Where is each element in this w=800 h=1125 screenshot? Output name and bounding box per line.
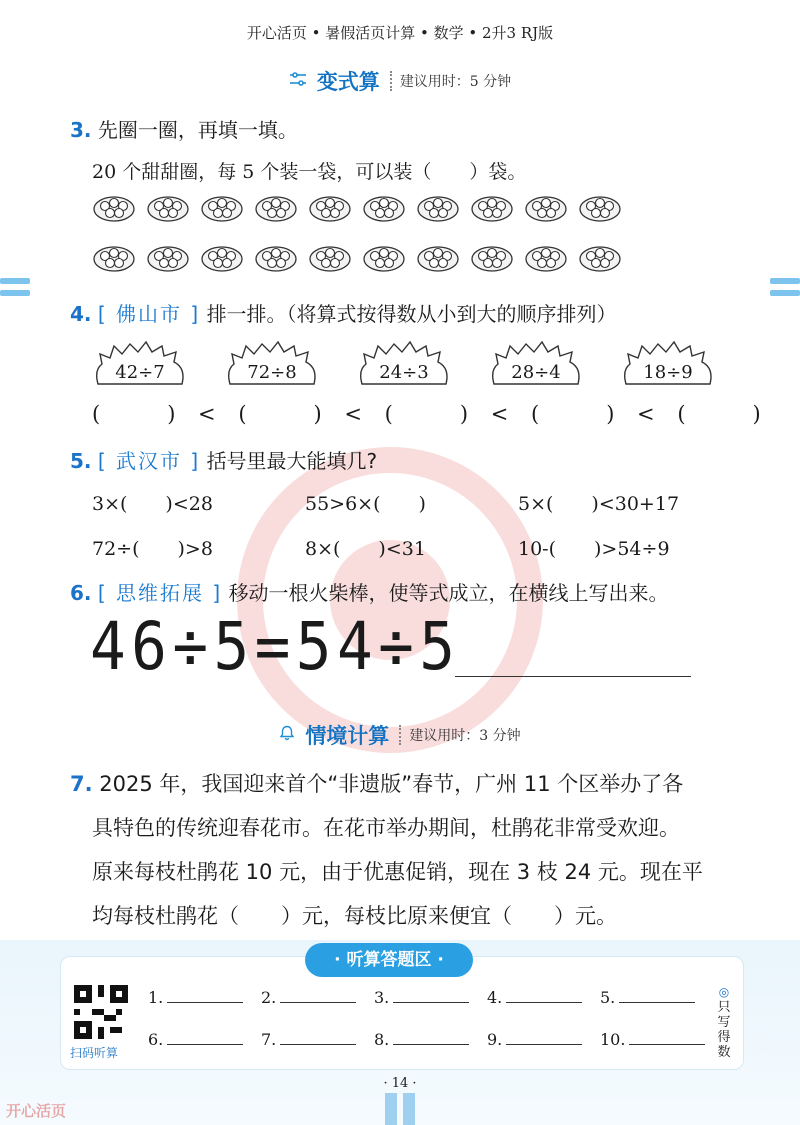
answer-label: 3. (374, 988, 390, 1007)
donut-icon (524, 194, 568, 224)
donut-icon (416, 194, 460, 224)
answer-slot[interactable] (487, 1030, 582, 1049)
donut-row (92, 244, 622, 274)
question-number: 4. (70, 302, 92, 326)
bell-icon (279, 725, 295, 745)
expression-card (92, 340, 188, 390)
question-number: 6. (70, 581, 92, 605)
answer-line[interactable] (629, 1030, 705, 1045)
question-4 (70, 298, 617, 327)
answer-label: 7. (261, 1030, 277, 1049)
donut-icon (254, 244, 298, 274)
answer-line[interactable] (506, 1030, 582, 1045)
region-tag: [ 武汉市 ] (97, 449, 201, 473)
question-5 (70, 445, 377, 474)
fill-item: 8×( )<31 (305, 538, 426, 560)
answer-slot[interactable] (374, 988, 469, 1007)
question-title: 括号里最大能填几? (206, 449, 378, 473)
expression-label: 24÷3 (379, 362, 429, 383)
side-note-text: 只写得数 (717, 1000, 731, 1060)
expression-card (224, 340, 320, 390)
bottom-bar (385, 1093, 397, 1125)
q7-line: 原来每枝杜鹃花 10 元，由于优惠促销，现在 3 枝 24 元。现在平 (92, 860, 703, 884)
answer-line[interactable] (280, 1030, 356, 1045)
region-tag: [ 佛山市 ] (97, 302, 201, 326)
answer-slot[interactable] (487, 988, 582, 1007)
fill-item: 72÷( )>8 (92, 538, 213, 560)
answer-slot[interactable] (148, 988, 243, 1007)
sliders-icon (289, 71, 307, 91)
left-side-mark (0, 278, 30, 284)
order-answer-row: ( ) < ( ) < ( ) < ( ) < ( ) (92, 402, 762, 426)
answer-line[interactable] (506, 988, 582, 1003)
donut-icon (362, 194, 406, 224)
question-number: 3. (70, 118, 92, 142)
expression-label: 18÷9 (643, 362, 693, 383)
question-3-text: 20 个甜甜圈，每 5 个装一袋，可以装（ ）袋。 (92, 161, 527, 183)
answer-line[interactable] (619, 988, 695, 1003)
answer-slot[interactable] (261, 1030, 356, 1049)
fill-item: 10-( )>54÷9 (518, 538, 670, 560)
donut-icon (362, 244, 406, 274)
question-3 (70, 114, 298, 143)
listen-banner: · 听算答题区 · (305, 943, 473, 977)
answer-line[interactable] (280, 988, 356, 1003)
question-7 (70, 762, 770, 938)
expression-bushes (92, 340, 732, 392)
answer-slot[interactable] (148, 1030, 243, 1049)
donut-icon (578, 244, 622, 274)
section-header-context (0, 720, 800, 750)
answer-line[interactable] (167, 1030, 243, 1045)
answer-label: 4. (487, 988, 503, 1007)
donut-icon (92, 194, 136, 224)
side-note (716, 985, 732, 1060)
answer-label: 1. (148, 988, 164, 1007)
answer-line[interactable] (167, 988, 243, 1003)
donut-icon (254, 194, 298, 224)
expression-label: 42÷7 (115, 362, 165, 383)
left-side-mark (0, 290, 30, 296)
answer-label: 10. (600, 1030, 626, 1049)
donut-icon (308, 194, 352, 224)
qr-code[interactable] (74, 985, 128, 1039)
page-header-title: 开心活页 • 暑假活页计算 • 数学 • 2升3 RJ版 (246, 24, 554, 42)
answer-label: 9. (487, 1030, 503, 1049)
page-number: · 14 · (383, 1076, 417, 1091)
question-number: 5. (70, 449, 92, 473)
answer-slot[interactable] (261, 988, 356, 1007)
question-title: 排一排。（将算式按得数从小到大的顺序排列） (206, 302, 617, 326)
fill-item: 55>6×( ) (305, 493, 426, 515)
answer-line[interactable] (393, 1030, 469, 1045)
qr-caption: 扫码听算 (70, 1046, 119, 1060)
question-title: 移动一根火柴棒，使等式成立，在横线上写出来。 (228, 581, 669, 605)
donut-icon (416, 244, 460, 274)
answer-label: 2. (261, 988, 277, 1007)
section-header-variant (0, 66, 800, 96)
donut-icon (92, 244, 136, 274)
expression-card (356, 340, 452, 390)
donut-icon (200, 194, 244, 224)
section-title: 情境计算 (305, 724, 390, 748)
donut-icon (146, 244, 190, 274)
right-side-mark (770, 278, 800, 284)
answer-label: 8. (374, 1030, 390, 1049)
answer-slot[interactable] (374, 1030, 469, 1049)
q7-line: 2025 年，我国迎来首个“非遗版”春节，广州 11 个区举办了各 (99, 772, 684, 796)
donut-icon (146, 194, 190, 224)
answer-slot[interactable] (600, 1030, 705, 1049)
donut-icon (200, 244, 244, 274)
donut-icon (470, 194, 514, 224)
fill-item: 5×( )<30+17 (518, 493, 680, 515)
expression-card (620, 340, 716, 390)
expression-label: 28÷4 (511, 362, 561, 383)
section-time: 建议用时：3 分钟 (399, 725, 520, 745)
question-6 (70, 577, 669, 606)
expression-card (488, 340, 584, 390)
donut-row (92, 194, 622, 224)
expression-label: 72÷8 (247, 362, 297, 383)
brand-logo: 开心活页 (6, 1102, 67, 1120)
section-time: 建议用时：5 分钟 (390, 71, 511, 91)
matchstick-equation: 46÷5=54÷5 (90, 608, 461, 685)
q7-line: 具特色的传统迎春花市。在花市举办期间，杜鹃花非常受欢迎。 (92, 816, 680, 840)
answer-line[interactable] (455, 676, 691, 677)
q7-line: 均每枝杜鹃花（ ）元，每枝比原来便宜（ ）元。 (92, 904, 617, 928)
fill-item: 3×( )<28 (92, 493, 213, 515)
donut-icon (470, 244, 514, 274)
answer-label: 5. (600, 988, 616, 1007)
bottom-bar (403, 1093, 415, 1125)
donut-icon (524, 244, 568, 274)
ear-icon: ◎ (718, 985, 730, 999)
answer-line[interactable] (393, 988, 469, 1003)
answer-slot[interactable] (600, 988, 695, 1007)
region-tag: [ 思维拓展 ] (97, 581, 223, 605)
question-number: 7. (70, 772, 93, 796)
donut-icon (578, 194, 622, 224)
donut-icon (308, 244, 352, 274)
right-side-mark (770, 290, 800, 296)
answer-label: 6. (148, 1030, 164, 1049)
question-title: 先圈一圈，再填一填。 (97, 118, 298, 142)
section-title: 变式算 (316, 70, 380, 94)
